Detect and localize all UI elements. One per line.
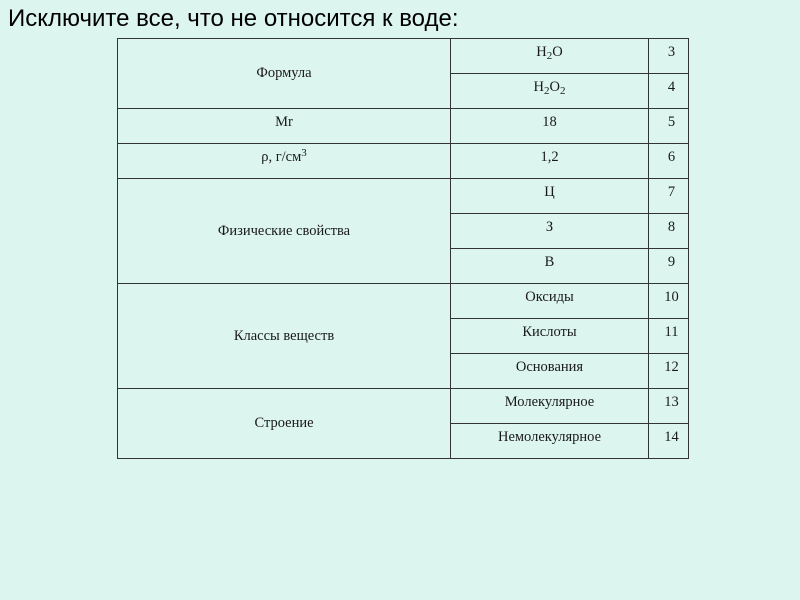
physical-option[interactable]: Ц bbox=[451, 179, 649, 214]
table-row bbox=[118, 179, 689, 214]
option-number: 11 bbox=[649, 319, 689, 354]
formula-h2o[interactable]: $H_2O$ bbox=[451, 39, 649, 74]
class-option[interactable]: Основания bbox=[451, 354, 649, 389]
substance-classes-label: Классы веществ bbox=[118, 284, 451, 389]
table-row bbox=[118, 39, 689, 74]
table-row bbox=[118, 144, 689, 179]
option-number: 9 bbox=[649, 249, 689, 284]
option-number: 5 bbox=[649, 109, 689, 144]
option-number: 14 bbox=[649, 424, 689, 459]
physical-properties-label: Физические свойства bbox=[118, 179, 451, 284]
option-number: 8 bbox=[649, 214, 689, 249]
class-option[interactable]: Оксиды bbox=[451, 284, 649, 319]
physical-option[interactable]: З bbox=[451, 214, 649, 249]
option-number: 3 bbox=[649, 39, 689, 74]
structure-option[interactable]: Молекулярное bbox=[451, 389, 649, 424]
density-value[interactable]: 1,2 bbox=[451, 144, 649, 179]
option-number: 7 bbox=[649, 179, 689, 214]
structure-option[interactable]: Немолекулярное bbox=[451, 424, 649, 459]
mr-label: Mr bbox=[118, 109, 451, 144]
class-option[interactable]: Кислоты bbox=[451, 319, 649, 354]
mr-value[interactable]: 18 bbox=[451, 109, 649, 144]
table-row bbox=[118, 389, 689, 424]
physical-option[interactable]: В bbox=[451, 249, 649, 284]
option-number: 12 bbox=[649, 354, 689, 389]
water-properties-table bbox=[117, 38, 689, 459]
option-number: 6 bbox=[649, 144, 689, 179]
formula-h2o2[interactable]: $H_2O_2$ bbox=[451, 74, 649, 109]
option-number: 10 bbox=[649, 284, 689, 319]
table-row bbox=[118, 109, 689, 144]
table-row bbox=[118, 284, 689, 319]
structure-label: Строение bbox=[118, 389, 451, 459]
option-number: 4 bbox=[649, 74, 689, 109]
density-label: ρ, $г/см^3$ bbox=[118, 144, 451, 179]
option-number: 13 bbox=[649, 389, 689, 424]
formula-label: Формула bbox=[118, 39, 451, 109]
slide-title: Исключите все, что не относится к воде: bbox=[8, 5, 459, 32]
